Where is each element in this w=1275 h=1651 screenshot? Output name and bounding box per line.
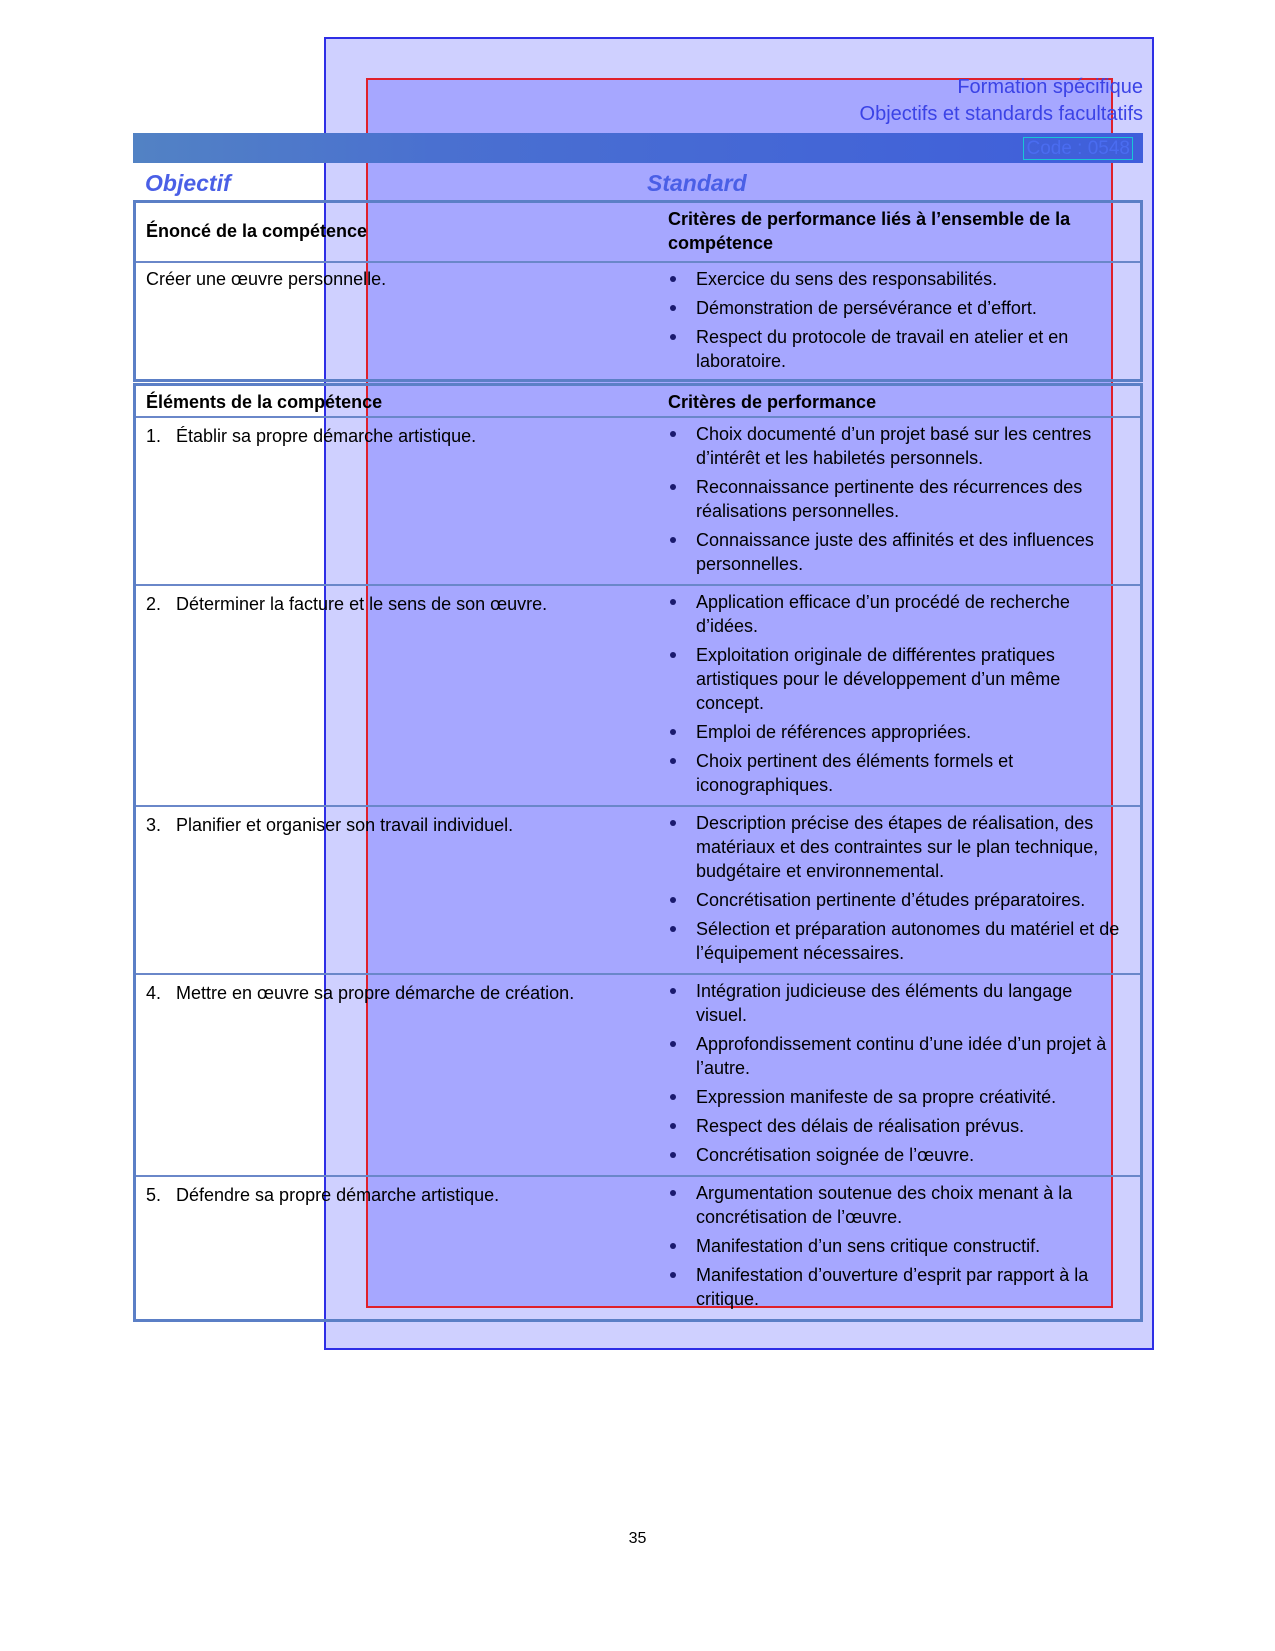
column-heading-objectif: Objectif bbox=[145, 170, 231, 196]
list-item: Choix documenté d’un projet basé sur les centres d’intérêt et les habiletés personnels. bbox=[668, 422, 1126, 470]
bullet-icon bbox=[670, 1243, 676, 1249]
list-item: Manifestation d’un sens critique constructif. bbox=[668, 1234, 1126, 1258]
bullet-icon bbox=[670, 537, 676, 543]
column-heading-standard: Standard bbox=[647, 170, 747, 196]
criteria-list bbox=[668, 979, 1126, 1167]
header-line-2: Objectifs et standards facultatifs bbox=[859, 103, 1143, 125]
table-row bbox=[135, 417, 1142, 585]
bullet-icon bbox=[670, 1190, 676, 1196]
list-item: Exploitation originale de différentes pratiques artistiques pour le développement d’un même concept. bbox=[668, 643, 1126, 715]
list-item: Reconnaissance pertinente des récurrences des réalisations personnelles. bbox=[668, 475, 1126, 523]
list-item: Respect des délais de réalisation prévus. bbox=[668, 1114, 1126, 1138]
list-item: Exercice du sens des responsabilités. bbox=[668, 267, 1126, 291]
bullet-icon bbox=[670, 1041, 676, 1047]
bullet-icon bbox=[670, 988, 676, 994]
table-row bbox=[135, 806, 1142, 974]
table-row bbox=[135, 585, 1142, 806]
bullet-icon bbox=[670, 820, 676, 826]
bullet-icon bbox=[670, 897, 676, 903]
list-item: Expression manifeste de sa propre créativité. bbox=[668, 1085, 1126, 1109]
table-row bbox=[135, 974, 1142, 1176]
bullet-icon bbox=[670, 305, 676, 311]
bullet-icon bbox=[670, 599, 676, 605]
list-item: Argumentation soutenue des choix menant à la concrétisation de l’œuvre. bbox=[668, 1181, 1126, 1229]
bullet-icon bbox=[670, 926, 676, 932]
list-item: Choix pertinent des éléments formels et iconographiques. bbox=[668, 749, 1126, 797]
list-item: Manifestation d’ouverture d’esprit par rapport à la critique. bbox=[668, 1263, 1126, 1311]
criteria-list bbox=[668, 1181, 1126, 1311]
competence-criteria-list bbox=[668, 267, 1126, 373]
list-item: Description précise des étapes de réalisation, des matériaux et des contraintes sur le plan technique, budgétaire et environnemental. bbox=[668, 811, 1126, 883]
element-statement: 4. Mettre en œuvre sa propre démarche de création. bbox=[146, 983, 575, 1003]
list-item: Intégration judicieuse des éléments du langage visuel. bbox=[668, 979, 1126, 1027]
bullet-icon bbox=[670, 1272, 676, 1278]
list-item: Emploi de références appropriées. bbox=[668, 720, 1126, 744]
elements-table bbox=[133, 383, 1143, 1322]
element-statement: 3. Planifier et organiser son travail individuel. bbox=[146, 815, 514, 835]
list-item: Concrétisation pertinente d’études préparatoires. bbox=[668, 888, 1126, 912]
element-statement: 1. Établir sa propre démarche artistique. bbox=[146, 426, 477, 446]
bullet-icon bbox=[670, 484, 676, 490]
table-row bbox=[135, 1176, 1142, 1321]
list-item: Connaissance juste des affinités et des influences personnelles. bbox=[668, 528, 1126, 576]
page-number: 35 bbox=[628, 1530, 647, 1547]
bullet-icon bbox=[670, 1123, 676, 1129]
bullet-icon bbox=[670, 1152, 676, 1158]
header-line-1: Formation spécifique bbox=[957, 76, 1143, 98]
bullet-icon bbox=[670, 758, 676, 764]
elements-header-row bbox=[135, 385, 1142, 418]
competence-statement: Créer une œuvre personnelle. bbox=[146, 269, 387, 289]
competence-left-heading: Énoncé de la compétence bbox=[146, 221, 368, 241]
list-item: Sélection et préparation autonomes du matériel et de l’équipement nécessaires. bbox=[668, 917, 1126, 965]
bullet-icon bbox=[670, 729, 676, 735]
elements-right-heading: Critères de performance bbox=[668, 392, 877, 412]
bullet-icon bbox=[670, 276, 676, 282]
header-bar bbox=[133, 133, 1143, 163]
competence-right-heading: Critères de performance liés à l’ensemble de la compétence bbox=[668, 209, 1071, 253]
criteria-list bbox=[668, 590, 1126, 797]
elements-left-heading: Éléments de la compétence bbox=[146, 392, 383, 412]
element-statement: 5. Défendre sa propre démarche artistique. bbox=[146, 1185, 500, 1205]
criteria-list bbox=[668, 422, 1126, 576]
list-item: Application efficace d’un procédé de recherche d’idées. bbox=[668, 590, 1126, 638]
bullet-icon bbox=[670, 431, 676, 437]
bullet-icon bbox=[670, 1094, 676, 1100]
list-item: Respect du protocole de travail en atelier et en laboratoire. bbox=[668, 325, 1126, 373]
competence-body-row bbox=[135, 262, 1142, 381]
list-item: Approfondissement continu d’une idée d’un projet à l’autre. bbox=[668, 1032, 1126, 1080]
course-code: Code : 0548 bbox=[1023, 137, 1133, 160]
element-statement: 2. Déterminer la facture et le sens de son œuvre. bbox=[146, 594, 548, 614]
criteria-list bbox=[668, 811, 1126, 965]
competence-header-row bbox=[135, 202, 1142, 263]
list-item: Concrétisation soignée de l’œuvre. bbox=[668, 1143, 1126, 1167]
list-item: Démonstration de persévérance et d’effort. bbox=[668, 296, 1126, 320]
bullet-icon bbox=[670, 334, 676, 340]
competence-table bbox=[133, 200, 1143, 382]
bullet-icon bbox=[670, 652, 676, 658]
